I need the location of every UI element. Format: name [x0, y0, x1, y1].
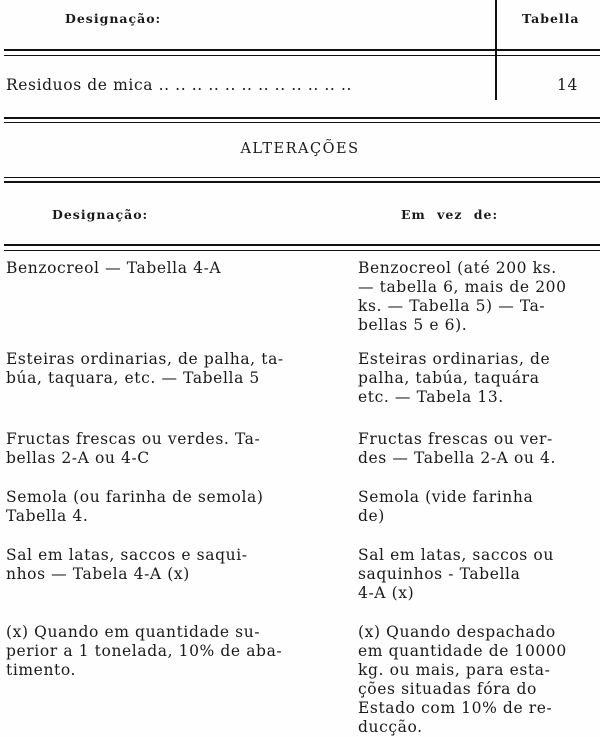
- change-row-4-em-vez-de: Semola (vide farinha de): [358, 488, 534, 525]
- change-row-3-em-vez-de: Fructas frescas ou ver- des — Tabella 2-A ou 4.: [358, 430, 557, 467]
- change-row-3-designacao: Fructas frescas ou verdes. Ta- bellas 2-A ou 4-C: [6, 430, 261, 467]
- changes-col-header-designacao: Designação:: [52, 207, 149, 222]
- changes-header-rule-thick: [4, 244, 600, 246]
- top-header-rule-thin: [4, 55, 600, 56]
- change-row-6-footnote-em-vez-de: (x) Quando despachado em quantidade de 10000 kg. ou mais, para esta- ções situadas fóra do Estado com 10% de re- ducção.: [358, 623, 567, 736]
- change-row-4-designacao: Semola (ou farinha de semola) Tabella 4.: [6, 488, 264, 525]
- changes-top-rule-thin: [4, 177, 600, 178]
- top-col-header-designacao: Designação:: [65, 11, 162, 26]
- change-row-1-em-vez-de: Benzocreol (até 200 ks. — tabella 6, mais de 200 ks. — Tabella 5) — Ta- bellas 5 e 6).: [358, 259, 567, 334]
- changes-header-rule-thin: [4, 250, 600, 251]
- top-row-item: Residuos de mica .. .. .. .. .. .. .. .. .. .. .. ..: [6, 76, 353, 94]
- change-row-1-designacao: Benzocreol — Tabella 4-A: [6, 259, 222, 277]
- change-row-6-footnote-designacao: (x) Quando em quantidade su- perior a 1 tonelada, 10% de aba- timento.: [6, 623, 283, 679]
- change-row-2-designacao: Esteiras ordinarias, de palha, ta- búa, taquara, etc. — Tabella 5: [6, 350, 284, 387]
- top-row-value: 14: [557, 76, 578, 94]
- top-col-header-tabella: Tabella: [522, 11, 580, 26]
- top-table-bottom-rule-thick: [4, 117, 600, 119]
- changes-top-rule-thick: [4, 181, 600, 183]
- top-header-rule-thick: [4, 49, 600, 51]
- changes-col-header-em-vez-de: Em vez de:: [401, 207, 499, 222]
- top-table-bottom-rule-thin: [4, 122, 600, 123]
- change-row-2-em-vez-de: Esteiras ordinarias, de palha, tabúa, taquára etc. — Tabela 13.: [358, 350, 551, 406]
- change-row-5-em-vez-de: Sal em latas, saccos ou saquinhos - Tabella 4-A (x): [358, 546, 554, 602]
- change-row-5-designacao: Sal em latas, saccos e saqui- nhos — Tabela 4-A (x): [6, 546, 248, 583]
- section-title: ALTERAÇÕES: [240, 141, 360, 157]
